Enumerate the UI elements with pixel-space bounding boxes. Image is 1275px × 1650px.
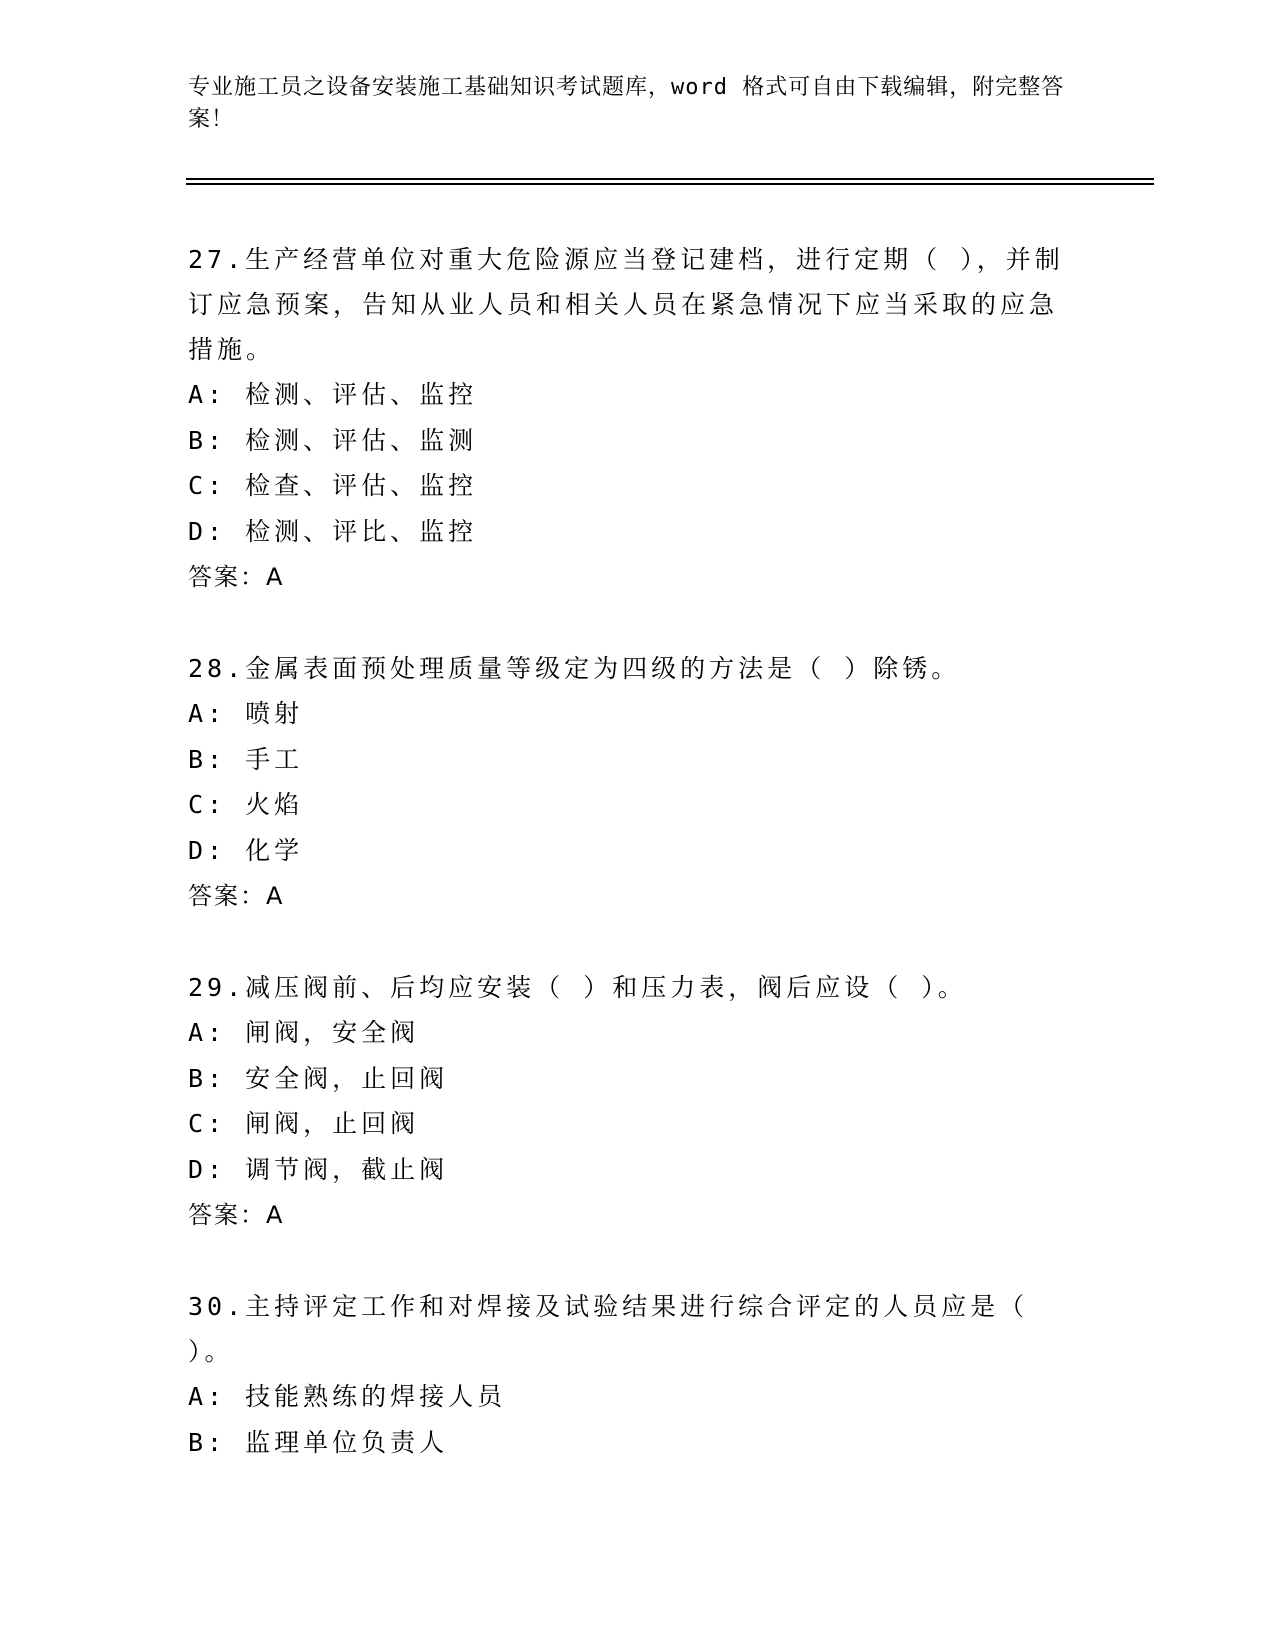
question-27 bbox=[188, 237, 1068, 600]
question-text: 28.金属表面预处理质量等级定为四级的方法是（ ）除锈。 bbox=[188, 654, 961, 683]
header-divider-bottom bbox=[186, 183, 1154, 185]
answer-line: 答案：A bbox=[188, 1201, 285, 1229]
option-a: A: 检测、评估、监控 bbox=[188, 380, 478, 409]
question-text: 27.生产经营单位对重大危险源应当登记建档，进行定期（ ），并制订应急预案，告知从业人员和相关人员在紧急情况下应当采取的应急措施。 bbox=[188, 245, 1064, 364]
option-d: D: 化学 bbox=[188, 835, 304, 865]
option-c: C: 检查、评估、监控 bbox=[188, 471, 478, 500]
option-b: B: 监理单位负责人 bbox=[188, 1427, 449, 1457]
header-divider-top bbox=[186, 178, 1154, 180]
option-a: A: 闸阀，安全阀 bbox=[188, 1018, 420, 1047]
option-b: B: 安全阀，止回阀 bbox=[188, 1063, 449, 1093]
option-c: C: 火焰 bbox=[188, 790, 304, 819]
option-d: D: 调节阀，截止阀 bbox=[188, 1154, 449, 1184]
option-a: A: 喷射 bbox=[188, 699, 304, 728]
option-a: A: 技能熟练的焊接人员 bbox=[188, 1382, 507, 1411]
option-d: D: 检测、评比、监控 bbox=[188, 516, 478, 546]
answer-line: 答案：A bbox=[188, 563, 285, 591]
answer-line: 答案：A bbox=[188, 882, 285, 910]
question-text: 29.减压阀前、后均应安装（ ）和压力表，阀后应设（ ）。 bbox=[188, 973, 967, 1002]
option-b: B: 手工 bbox=[188, 744, 304, 774]
option-c: C: 闸阀，止回阀 bbox=[188, 1109, 420, 1138]
document-header: 专业施工员之设备安装施工基础知识考试题库，word 格式可自由下载编辑，附完整答案！ bbox=[188, 75, 1065, 132]
option-b: B: 检测、评估、监测 bbox=[188, 425, 478, 455]
question-text: 30.主持评定工作和对焊接及试验结果进行综合评定的人员应是（ ）。 bbox=[188, 1292, 1029, 1366]
question-list bbox=[188, 237, 1068, 1511]
question-29 bbox=[188, 965, 1068, 1238]
question-28 bbox=[188, 646, 1068, 919]
question-30 bbox=[188, 1284, 1068, 1465]
